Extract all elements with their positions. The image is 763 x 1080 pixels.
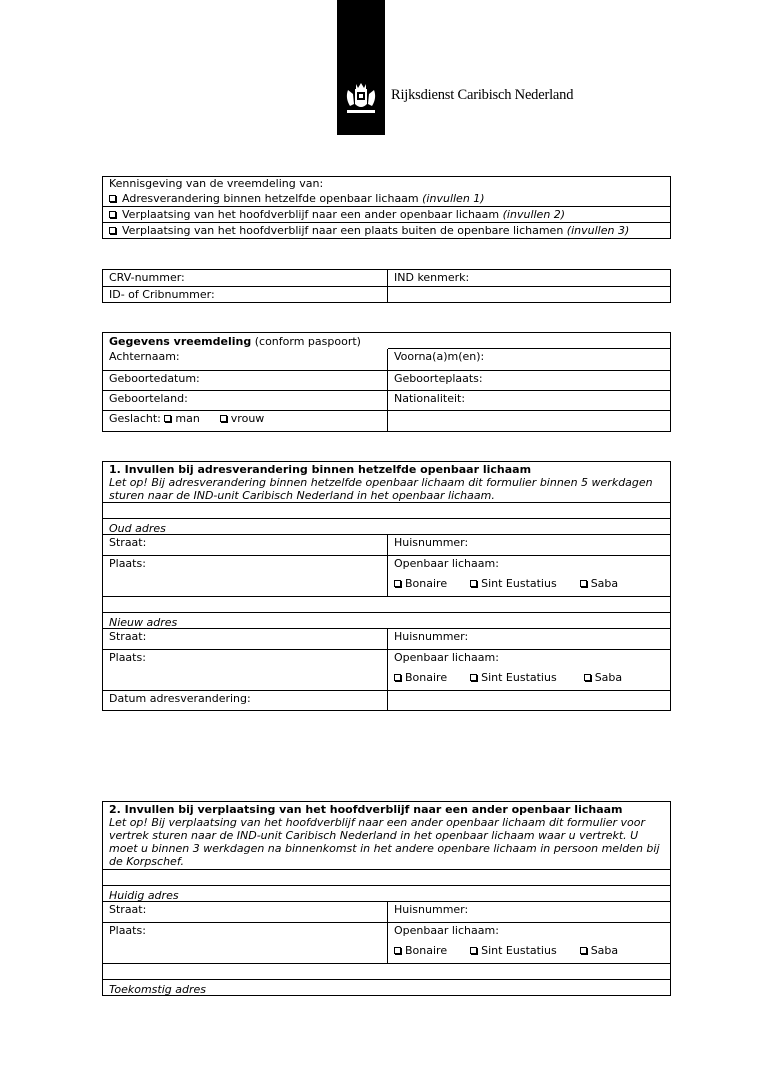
checkbox-icon[interactable] <box>109 227 116 234</box>
section-2-title: 2. Invullen bij verplaatsing van het hoofdverblijf naar een ander openbaar lichaam <box>109 803 623 816</box>
section-2-note: Let op! Bij verplaatsing van het hoofdverblijf naar een ander openbaar lichaam dit formulier voor vertrek sturen naar de IND-unit Caribisch Nederland in het openbaar lichaam waar u vertrekt. U moet u binnen 3 werkdagen na binnenkomst in het andere openbare lichaam in persoon melden bij de Korpschef. <box>109 816 660 868</box>
checkbox-icon[interactable] <box>580 580 587 587</box>
dob-field[interactable]: Geboortedatum: <box>103 371 388 390</box>
current-public-body-field: Openbaar lichaam: Bonaire Sint Eustatius Saba <box>394 924 619 957</box>
new-public-body-field: Openbaar lichaam: Bonaire Sint Eustatius Saba <box>394 651 623 684</box>
person-box <box>102 332 671 432</box>
old-place-field[interactable]: Plaats: <box>103 556 388 596</box>
crest-icon <box>343 80 379 120</box>
crib-number-field[interactable]: ID- of Cribnummer: <box>103 287 388 302</box>
notice-option-2[interactable]: Verplaatsing van het hoofdverblijf naar een ander openbaar lichaam (invullen 2) <box>103 207 670 222</box>
section-2-box <box>102 801 671 996</box>
checkbox-icon[interactable] <box>109 211 116 218</box>
new-number-field[interactable]: Huisnummer: <box>388 628 670 649</box>
agency-name: Rijksdienst Caribisch Nederland <box>391 87 574 103</box>
empty-cell <box>388 287 670 302</box>
notice-title: Kennisgeving van de vreemdeling van: <box>109 177 324 190</box>
current-street-field[interactable]: Straat: <box>103 901 388 922</box>
island-option-bonaire[interactable]: Bonaire <box>394 577 447 590</box>
crv-number-field[interactable]: CRV-nummer: <box>103 270 388 286</box>
checkbox-icon[interactable] <box>470 674 477 681</box>
checkbox-icon[interactable] <box>394 674 401 681</box>
checkbox-icon[interactable] <box>220 415 227 422</box>
notice-box <box>102 176 671 239</box>
old-address-label: Oud adres <box>109 522 166 535</box>
new-street-field[interactable]: Straat: <box>103 628 388 649</box>
old-street-field[interactable]: Straat: <box>103 534 388 555</box>
island-option-sint-eustatius[interactable]: Sint Eustatius <box>470 944 557 957</box>
section-1-note: Let op! Bij adresverandering binnen hetzelfde openbaar lichaam dit formulier binnen 5 werkdagen sturen naar de IND-unit Caribisch Nederland in het openbaar lichaam. <box>109 476 653 502</box>
section-1-box <box>102 461 671 711</box>
current-address-label: Huidig adres <box>109 889 179 902</box>
surname-field[interactable]: Achternaam: <box>103 349 388 370</box>
current-number-field[interactable]: Huisnummer: <box>388 901 670 922</box>
firstnames-field[interactable]: Voorna(a)m(en): <box>388 348 670 370</box>
sex-option-male[interactable]: man <box>164 412 199 425</box>
checkbox-icon[interactable] <box>584 674 591 681</box>
new-place-field[interactable]: Plaats: <box>103 650 388 690</box>
sex-field: Geslacht: man vrouw <box>103 411 388 431</box>
notice-option-1[interactable]: Adresverandering binnen hetzelfde openbaar lichaam (invullen 1) <box>103 192 670 206</box>
sex-option-female[interactable]: vrouw <box>220 412 265 425</box>
checkbox-icon[interactable] <box>470 580 477 587</box>
new-address-label: Nieuw adres <box>109 616 178 629</box>
checkbox-icon[interactable] <box>164 415 171 422</box>
island-option-saba[interactable]: Saba <box>584 671 622 684</box>
empty-cell <box>388 411 670 431</box>
island-option-sint-eustatius[interactable]: Sint Eustatius <box>470 577 557 590</box>
checkbox-icon[interactable] <box>580 947 587 954</box>
island-option-saba[interactable]: Saba <box>580 577 618 590</box>
birth-country-field[interactable]: Geboorteland: <box>103 391 388 410</box>
pob-field[interactable]: Geboorteplaats: <box>394 372 483 385</box>
empty-cell <box>388 691 670 710</box>
island-option-saba[interactable]: Saba <box>580 944 618 957</box>
ids-box <box>102 269 671 303</box>
checkbox-icon[interactable] <box>470 947 477 954</box>
old-public-body-field: Openbaar lichaam: Bonaire Sint Eustatius Saba <box>394 557 619 590</box>
logo-block <box>337 0 385 135</box>
old-number-field[interactable]: Huisnummer: <box>388 534 670 555</box>
person-title: Gegevens vreemdeling (conform paspoort) <box>109 335 361 348</box>
date-change-field[interactable]: Datum adresverandering: <box>103 691 388 710</box>
island-option-bonaire[interactable]: Bonaire <box>394 944 447 957</box>
checkbox-icon[interactable] <box>394 947 401 954</box>
nationality-field[interactable]: Nationaliteit: <box>394 392 466 405</box>
checkbox-icon[interactable] <box>109 195 116 202</box>
ind-reference-field[interactable]: IND kenmerk: <box>394 271 470 284</box>
future-address-label: Toekomstig adres <box>109 983 206 996</box>
notice-option-3[interactable]: Verplaatsing van het hoofdverblijf naar een plaats buiten de openbare lichamen (invullen 3) <box>103 223 670 238</box>
island-option-bonaire[interactable]: Bonaire <box>394 671 447 684</box>
island-option-sint-eustatius[interactable]: Sint Eustatius <box>470 671 557 684</box>
current-place-field[interactable]: Plaats: <box>103 923 388 963</box>
section-1-title: 1. Invullen bij adresverandering binnen hetzelfde openbaar lichaam <box>109 463 532 476</box>
checkbox-icon[interactable] <box>394 580 401 587</box>
